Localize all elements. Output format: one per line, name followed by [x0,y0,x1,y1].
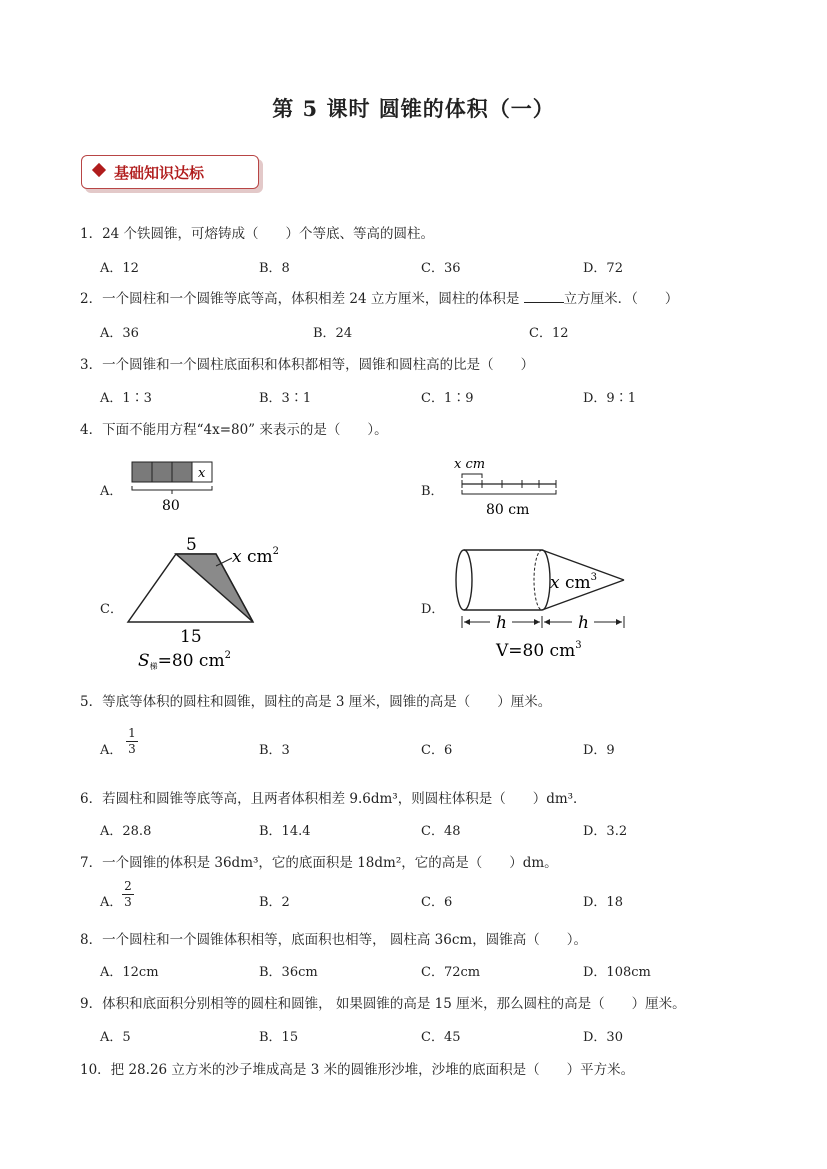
q3-option-d[interactable]: D．9∶1 [583,391,636,406]
q5-option-a[interactable]: A． [100,743,123,758]
q2-option-b[interactable]: B．24 [313,326,353,341]
q9-option-c[interactable]: C．45 [421,1030,461,1045]
diamond-icon [92,163,106,177]
q6-option-c[interactable]: C．48 [421,824,461,839]
fraction-denominator: 3 [124,895,132,909]
fraction-numerator: 2 [124,879,132,893]
question-5: 5．等底等体积的圆柱和圆锥，圆柱的高是 3 厘米，圆锥的高是（ ）厘米。 [80,694,552,710]
q8-option-d[interactable]: D．108cm [583,965,651,980]
q7-option-b[interactable]: B．2 [259,895,290,910]
fraction-denominator: 3 [128,742,136,756]
q8-option-b[interactable]: B．36cm [259,965,318,980]
q2-option-a[interactable]: A．36 [100,326,139,341]
cone-volume-label: x $cm^3$ [550,572,598,593]
fraction-numerator: 1 [128,726,136,740]
trapezoid-bottom-label: 15 [180,627,202,647]
question-4: 4．下面不能用方程“4x=80” 来表示的是（ ）。 [80,422,388,438]
question-10: 10．把 28.26 立方米的沙子堆成高是 3 米的圆锥形沙堆，沙堆的底面积是（ ）平方米。 [80,1062,635,1078]
q6-option-a[interactable]: A．28.8 [100,824,152,839]
cone-height-label: h [578,613,589,633]
q5-fraction [126,727,138,756]
total-volume-label: V=80 $cm^3$ [496,640,582,661]
bar-shaded [132,462,192,482]
q7-fraction [122,880,134,909]
figure-cylinder-cone [452,540,632,670]
q2-option-c[interactable]: C．12 [529,326,569,341]
shaded-area-label: x $cm^2$ [232,546,280,567]
q8-option-c[interactable]: C．72cm [421,965,481,980]
q9-option-a[interactable]: A．5 [100,1030,131,1045]
question-7: 7．一个圆锥的体积是 36dm³，它的底面积是 18dm²，它的高是（ ）dm。 [80,855,558,871]
q5-option-d[interactable]: D．9 [583,743,615,758]
section-label: 基础知识达标 [114,164,205,182]
q4-option-d[interactable]: D． [421,602,445,617]
trapezoid-top-label: 5 [186,535,197,555]
bar-total-label: 80 [162,498,180,514]
bar-cell-label: x [198,466,206,481]
answer-blank[interactable] [524,290,564,303]
q7-option-d[interactable]: D．18 [583,895,623,910]
page-title: 第 5 课时 圆锥的体积（一） [272,96,555,121]
q9-option-b[interactable]: B．15 [259,1030,299,1045]
segment-total-label: 80 cm [486,502,530,518]
q3-option-a[interactable]: A．1∶3 [100,391,152,406]
q3-option-c[interactable]: C．1∶9 [421,391,474,406]
question-3: 3．一个圆锥和一个圆柱底面积和体积都相等，圆锥和圆柱高的比是（ ） [80,357,535,373]
q5-option-c[interactable]: C．6 [421,743,453,758]
question-1: 1．24 个铁圆锥，可熔铸成（ ）个等底、等高的圆柱。 [80,226,435,242]
question-2-text-end: 立方厘米．（ ） [563,291,679,307]
section-header [81,155,259,189]
trapezoid-area-label: S梯=80 $cm^2$ [138,650,231,671]
q9-option-d[interactable]: D．30 [583,1030,623,1045]
q1-option-a[interactable]: A．12 [100,261,139,276]
q7-option-c[interactable]: C．6 [421,895,453,910]
q4-option-b[interactable]: B． [421,484,444,499]
q6-option-d[interactable]: D．3.2 [583,824,628,839]
question-2-text: 2．一个圆柱和一个圆锥等底等高，体积相差 24 立方厘米，圆柱的体积是 [80,291,524,307]
q6-option-b[interactable]: B．14.4 [259,824,311,839]
cylinder-height-label: h [496,613,507,633]
figure-segment-line [448,454,568,520]
q3-option-b[interactable]: B．3∶1 [259,391,312,406]
figure-trapezoid [120,532,290,674]
question-6: 6．若圆柱和圆锥等底等高，且两者体积相差 9.6dm³，则圆柱体积是（ ）dm³． [80,791,587,807]
question-9: 9．体积和底面积分别相等的圆柱和圆锥， 如果圆锥的高是 15 厘米，那么圆柱的高是（ ）厘米。 [80,996,686,1012]
q4-option-a[interactable]: A． [100,484,123,499]
q1-option-b[interactable]: B．8 [259,261,290,276]
q5-option-b[interactable]: B．3 [259,743,290,758]
q7-option-a[interactable]: A． [100,895,123,910]
q1-option-d[interactable]: D．72 [583,261,623,276]
question-8: 8．一个圆柱和一个圆锥体积相等，底面积也相等， 圆柱高 36cm，圆锥高（ ）。 [80,932,587,948]
q4-option-c[interactable]: C． [100,602,123,617]
q1-option-c[interactable]: C．36 [421,261,461,276]
segment-top-label: x cm [454,457,486,472]
question-2 [80,287,678,307]
q8-option-a[interactable]: A．12cm [100,965,159,980]
figure-bar-model [128,458,228,518]
